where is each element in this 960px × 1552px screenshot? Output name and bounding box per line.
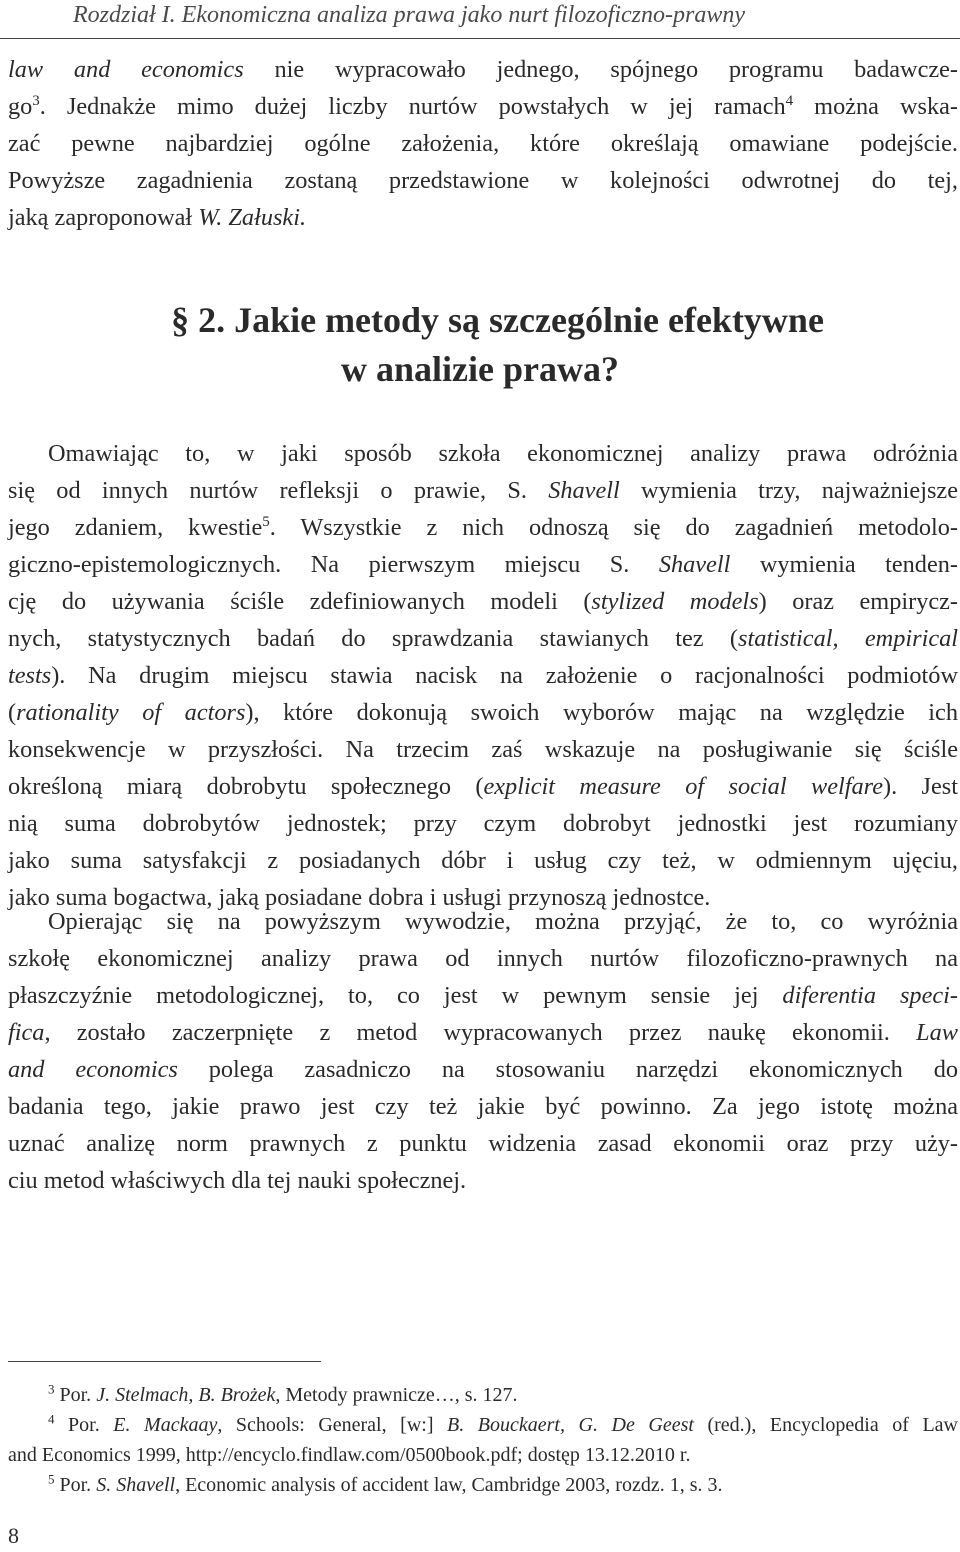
- text-span: (: [8, 699, 17, 726]
- footnote-4-continued: and Economics 1999, http://encyclo.findlaw.com/0500book.pdf; dostęp 13.12.2010 r.: [8, 1444, 691, 1466]
- text-span: jego zdaniem, kwestie: [8, 514, 263, 541]
- text-line: [8, 51, 958, 88]
- text-line: [8, 88, 958, 125]
- text-span: nych, statystycznych badań do sprawdzania stawianych tez (: [8, 625, 738, 652]
- italic-term: rationality of actors: [16, 699, 246, 726]
- text-line: badania tego, jakie prawo jest czy też jakie być powinno. Za jego istotę można: [8, 1093, 958, 1120]
- footnotes: [8, 1380, 958, 1500]
- italic-term: statistical, empirical: [738, 625, 959, 652]
- text-span: ), które dokonują swoich wyborów mając na względzie ich: [245, 699, 958, 726]
- text-span: . Jednakże mimo dużej liczby nurtów powstałych w jej ramach: [39, 93, 786, 120]
- text-span: giczno-epistemologicznych. Na pierwszym miejscu S.: [8, 551, 659, 578]
- text-span: go: [8, 93, 33, 120]
- footnote-number: 4: [48, 1411, 55, 1427]
- text-line: [8, 657, 958, 694]
- text-line: [8, 509, 958, 546]
- running-title: Rozdział I. Ekonomiczna analiza prawa jako nurt filozoficzno-prawny: [73, 2, 745, 28]
- author-name: E. Mackaay: [113, 1414, 218, 1436]
- text-span: określoną miarą dobrobytu społecznego (: [8, 773, 484, 800]
- text-span: się od innych nurtów refleksji o prawie, S.: [8, 477, 549, 504]
- italic-term: diferentia speci-: [782, 982, 958, 1009]
- text-line: ciu metod właściwych dla tej nauki społecznej.: [8, 1167, 467, 1194]
- footnote-3: [8, 1380, 958, 1410]
- text-span: ). Jest: [882, 773, 959, 800]
- footnote-number: 5: [48, 1471, 55, 1487]
- italic-term: and economics: [8, 1056, 178, 1083]
- italic-term: law and economics: [8, 56, 244, 83]
- running-header: [0, 0, 960, 39]
- text-span: płaszczyźnie metodologicznej, to, co jest w pewnym sensie jej: [8, 982, 783, 1009]
- section-heading: [0, 296, 960, 394]
- author-name: S. Shavell: [96, 1474, 176, 1496]
- footnote-ref: 3: [32, 92, 40, 109]
- text-line: Powyższe zagadnienia zostaną przedstawione w kolejności odwrotnej do tej,: [8, 167, 958, 194]
- text-span: , zostało zaczerpnięte z metod wypracowanych przez naukę ekonomii.: [44, 1019, 917, 1046]
- text-line: [8, 977, 958, 1014]
- text-span: polega zasadniczo na stosowaniu narzędzi ekonomicznych do: [177, 1056, 958, 1083]
- footnote-4: [8, 1410, 958, 1440]
- paragraph-conclusion: [8, 903, 958, 1199]
- text-line: zać pewne najbardziej ogólne założenia, które określają omawiane podejście.: [8, 130, 958, 157]
- footnote-5: [8, 1470, 958, 1500]
- text-span: . Wszystkie z nich odnoszą się do zagadnień metodolo-: [269, 514, 958, 541]
- section-heading-line-1: § 2. Jakie metody są szczególnie efektywne: [171, 300, 824, 340]
- author-name: Shavell: [658, 551, 731, 578]
- text-line: [8, 546, 958, 583]
- text-span: , Metody prawnicze…, s. 127.: [275, 1384, 518, 1406]
- author-name: J. Stelmach, B. Brożek: [96, 1384, 276, 1406]
- text-line: [8, 472, 958, 509]
- text-line: [8, 620, 958, 657]
- author-name: B. Bouckaert, G. De Geest: [447, 1414, 694, 1436]
- text-span: , Schools: General, [w:]: [217, 1414, 448, 1436]
- italic-term: fica: [8, 1019, 45, 1046]
- italic-term: tests: [8, 662, 52, 689]
- text-line: jako suma bogactwa, jaką posiadane dobra i usługi przynoszą jednostce.: [8, 884, 711, 911]
- italic-term: Law: [916, 1019, 958, 1046]
- paragraph-intro: [8, 51, 958, 236]
- italic-term: explicit measure of social welfare: [483, 773, 883, 800]
- text-line: [8, 583, 958, 620]
- author-name: W. Załuski.: [198, 204, 307, 231]
- text-span: cję do używania ściśle zdefiniowanych modeli (: [8, 588, 592, 615]
- page-number: 8: [8, 1523, 19, 1548]
- text-line: [8, 1014, 958, 1051]
- text-line: uznać analizę norm prawnych z punktu widzenia zasad ekonomii oraz przy uży-: [8, 1130, 958, 1157]
- text-span: Por.: [54, 1414, 114, 1436]
- text-line: Omawiając to, w jaki sposób szkoła ekonomicznej analizy prawa odróżnia: [48, 440, 958, 467]
- text-span: można wska-: [793, 93, 958, 120]
- footnote-ref: 4: [785, 92, 794, 109]
- text-span: ) oraz empirycz-: [758, 588, 958, 615]
- text-span: wymienia tenden-: [730, 551, 958, 578]
- text-line: Opierając się na powyższym wywodzie, można przyjąć, że to, co wyróżnia: [48, 908, 958, 935]
- section-heading-line-2: w analizie prawa?: [341, 349, 619, 389]
- paragraph-methods: [8, 435, 958, 916]
- text-line: konsekwencje w przyszłości. Na trzecim zaś wskazuje na posługiwanie się ściśle: [8, 736, 958, 763]
- text-span: jaką zaproponował: [8, 204, 199, 231]
- text-span: wymienia trzy, najważniejsze: [619, 477, 958, 504]
- text-span: (red.), Encyclopedia of Law: [693, 1414, 958, 1436]
- text-span: Por.: [54, 1384, 97, 1406]
- text-line: [8, 199, 958, 236]
- footnote-ref: 5: [262, 513, 270, 530]
- text-span: , Economic analysis of accident law, Cambridge 2003, rozdz. 1, s. 3.: [175, 1474, 723, 1496]
- text-span: nie wypracowało jednego, spójnego programu badawcze-: [243, 56, 959, 83]
- text-line: nią suma dobrobytów jednostek; przy czym dobrobyt jednostki jest rozumiany: [8, 810, 958, 837]
- text-span: Por.: [54, 1474, 97, 1496]
- text-line: [8, 694, 958, 731]
- text-line: [8, 1051, 958, 1088]
- text-line: szkołę ekonomicznej analizy prawa od innych nurtów filozoficzno-prawnych na: [8, 945, 958, 972]
- text-span: ). Na drugim miejscu stawia nacisk na założenie o racjonalności podmiotów: [51, 662, 958, 689]
- italic-term: stylized models: [591, 588, 759, 615]
- footnote-divider: [8, 1361, 321, 1362]
- footnote-number: 3: [48, 1381, 55, 1397]
- text-line: jako suma satysfakcji z posiadanych dóbr i usług czy też, w odmiennym ujęciu,: [8, 847, 958, 874]
- author-name: Shavell: [548, 477, 620, 504]
- text-line: [8, 768, 958, 805]
